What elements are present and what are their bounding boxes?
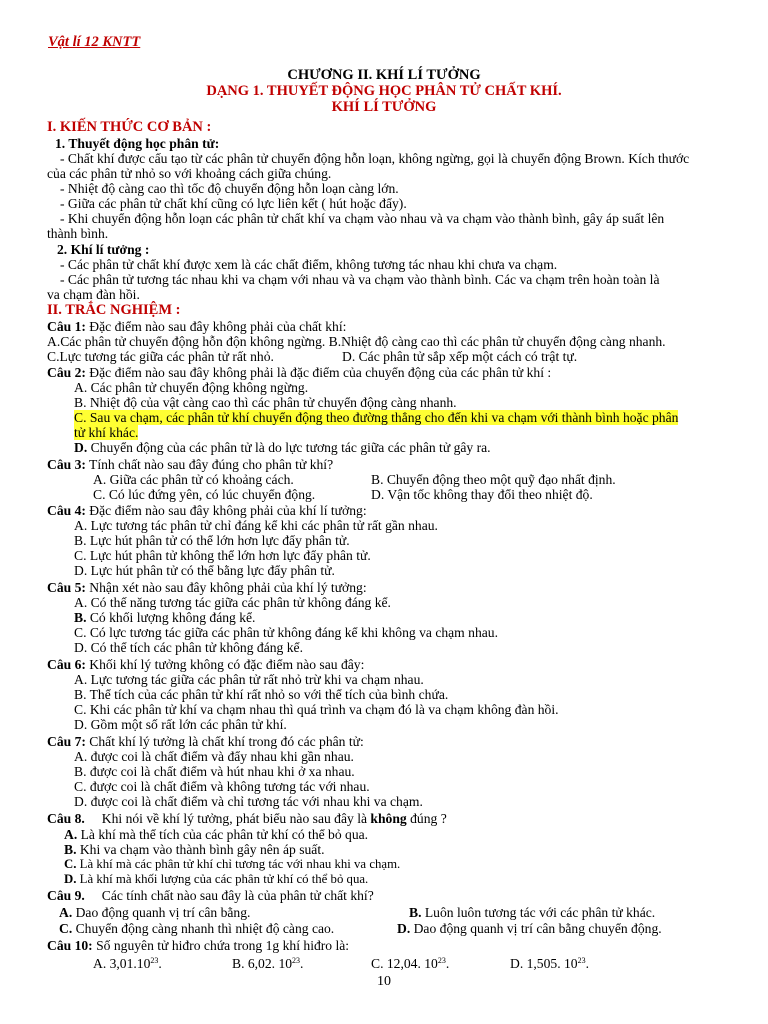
heading-basic-knowledge: I. KIẾN THỨC CƠ BẢN :: [47, 119, 212, 135]
question-10: Câu 10: Số nguyên tử hiđro chứa trong 1g khí hiđro là:: [47, 938, 350, 953]
kinetic-line-3: - Nhiệt độ càng cao thì tốc độ chuyển động hỗn loạn càng lớn.: [60, 181, 399, 196]
question-6-option-a: A. Lực tương tác giữa các phân tử rất nhỏ trừ khi va chạm nhau.: [74, 672, 424, 687]
question-8: Câu 8. Khi nói về khí lý tưởng, phát biểu nào sau đây là không đúng ?: [47, 811, 447, 826]
question-8-option-d: D. Là khí mà khối lượng của các phân tử khí có thể bỏ qua.: [64, 872, 369, 886]
question-2-option-c-line2: tử khí khác.: [74, 425, 139, 440]
ideal-gas-line-3: va chạm đàn hồi.: [47, 287, 140, 302]
question-4-option-c: C. Lực hút phân tử không thể lớn hơn lực đẩy phân tử.: [74, 548, 371, 563]
chapter-title: CHƯƠNG II. KHÍ LÍ TƯỞNG: [287, 67, 481, 83]
question-5-option-b: B. Có khối lượng không đáng kể.: [74, 610, 256, 625]
question-10-option-b: B. 6,02. $10^{23}$.: [232, 956, 304, 971]
question-3: Câu 3: Tính chất nào sau đây đúng cho phân tử khí?: [47, 457, 334, 472]
question-9-option-c: C. Chuyển động càng nhanh thì nhiệt độ càng cao.: [59, 921, 335, 936]
page-header: Vật lí 12 KNTT: [48, 34, 141, 50]
question-1-options-ab: A.Các phân tử chuyển động hỗn độn không ngừng. B.Nhiệt độ càng cao thì các phân tử chuyển động càng nhanh.: [47, 334, 666, 349]
question-10-option-c: C. 12,04. $10^{23}$.: [371, 956, 450, 971]
question-1-option-d: D. Các phân tử sắp xếp một cách có trật tự.: [342, 349, 578, 364]
section-title-line2: KHÍ LÍ TƯỞNG: [331, 99, 437, 115]
question-6-option-b: B. Thể tích của các phân tử khí rất nhỏ so với thể tích của bình chứa.: [74, 687, 449, 702]
question-5-option-a: A. Có thế năng tương tác giữa các phân tử không đáng kể.: [74, 595, 391, 610]
question-3-option-a: A. Giữa các phân tử có khoảng cách.: [93, 472, 294, 487]
question-6-option-c: C. Khi các phân tử khí va chạm nhau thì quá trình va chạm đó là va chạm không đàn hồi.: [74, 702, 559, 717]
kinetic-line-1: - Chất khí được cấu tạo từ các phân tử chuyển động hỗn loạn, không ngừng, gọi là chuyển động Brown. Kích thước: [60, 151, 690, 166]
question-4: Câu 4: Đặc điểm nào sau đây không phải của khí lí tưởng:: [47, 503, 367, 518]
heading-ideal-gas: 2. Khí lí tưởng :: [57, 242, 150, 257]
question-7-option-a: A. được coi là chất điểm và đẩy nhau khi gần nhau.: [74, 749, 354, 764]
question-8-option-c: C. Là khí mà các phân tử khí chỉ tương tác với nhau khi va chạm.: [64, 857, 401, 871]
question-3-option-d: D. Vận tốc không thay đổi theo nhiệt độ.: [371, 487, 593, 502]
kinetic-line-4: - Giữa các phân tử chất khí cũng có lực liên kết ( hút hoặc đẩy).: [60, 196, 407, 211]
question-1-option-c: C.Lực tương tác giữa các phân tử rất nhỏ.: [47, 349, 274, 364]
question-5-option-c: C. Có lực tương tác giữa các phân tử không đáng kể khi không va chạm nhau.: [74, 625, 498, 640]
question-8-option-b: B. Khi va chạm vào thành bình gây nên áp suất.: [64, 842, 325, 857]
question-4-option-d: D. Lực hút phân tử có thể bằng lực đẩy phân tử.: [74, 563, 335, 578]
kinetic-line-2: của các phân tử nhỏ so với khoảng cách giữa chúng.: [47, 166, 332, 181]
question-2-option-c-line1: C. Sau va chạm, các phân tử khí chuyển động theo đường thẳng cho đến khi va chạm với thành bình hoặc phân: [74, 410, 679, 425]
kinetic-line-6: thành bình.: [47, 226, 109, 241]
question-2-option-d: D. Chuyển động của các phân tử là do lực tương tác giữa các phân tử gây ra.: [74, 440, 491, 455]
question-9-option-d: D. Dao động quanh vị trí cân bằng chuyển động.: [397, 921, 662, 936]
question-2-option-b: B. Nhiệt độ của vật càng cao thì các phân tử chuyển động càng nhanh.: [74, 395, 457, 410]
question-9: Câu 9. Các tính chất nào sau đây là của phân tử chất khí?: [47, 888, 374, 903]
question-9-option-b: B. Luôn luôn tương tác với các phân tử khác.: [409, 905, 656, 920]
question-2-option-a: A. Các phân tử chuyển động không ngừng.: [74, 380, 309, 395]
question-5-option-d: D. Có thể tích các phân tử không đáng kể.: [74, 640, 303, 655]
question-1: Câu 1: Đặc điểm nào sau đây không phải của chất khí:: [47, 319, 347, 334]
question-10-option-a: A. 3,01.10$^{23}$.: [93, 956, 162, 971]
ideal-gas-line-2: - Các phân tử tương tác nhau khi va chạm với nhau và va chạm vào thành bình. Các va chạm trên hoàn toàn là: [60, 272, 660, 287]
question-6-option-d: D. Gồm một số rất lớn các phân tử khí.: [74, 717, 287, 732]
question-7-option-b: B. được coi là chất điểm và hút nhau khi ở xa nhau.: [74, 764, 355, 779]
question-5: Câu 5: Nhận xét nào sau đây không phải của khí lý tưởng:: [47, 580, 367, 595]
heading-kinetic-theory: 1. Thuyết động học phân tử:: [55, 136, 220, 151]
question-6: Câu 6: Khối khí lý tưởng không có đặc điểm nào sau đây:: [47, 657, 365, 672]
question-7: Câu 7: Chất khí lý tưởng là chất khí trong đó các phân tử:: [47, 734, 364, 749]
question-4-option-a: A. Lực tương tác phân tử chỉ đáng kể khi các phân tử rất gần nhau.: [74, 518, 438, 533]
ideal-gas-line-1: - Các phân tử chất khí được xem là các chất điểm, không tương tác nhau khi chưa va chạm.: [60, 257, 558, 272]
section-title-line1: DẠNG 1. THUYẾT ĐỘNG HỌC PHÂN TỬ CHẤT KHÍ.: [206, 83, 562, 99]
question-8-option-a: A. Là khí mà thể tích của các phân tử khí có thể bỏ qua.: [64, 827, 369, 842]
question-10-option-d: D. 1,505. $10^{23}$.: [510, 956, 589, 971]
question-3-option-c: C. Có lúc đứng yên, có lúc chuyển động.: [93, 487, 316, 502]
heading-multiple-choice: II. TRẮC NGHIỆM :: [47, 302, 181, 318]
question-4-option-b: B. Lực hút phân tử có thể lớn hơn lực đẩy phân tử.: [74, 533, 350, 548]
kinetic-line-5: - Khi chuyển động hỗn loạn các phân tử chất khí va chạm vào nhau và va chạm vào thành bình, gây áp suất lên: [60, 211, 665, 226]
page-number: 10: [377, 974, 391, 989]
question-7-option-c: C. được coi là chất điểm và không tương tác với nhau.: [74, 779, 370, 794]
question-2: Câu 2: Đặc điểm nào sau đây không phải là đặc điểm của chuyển động của các phân tử khí :: [47, 365, 552, 380]
question-3-option-b: B. Chuyển động theo một quỹ đạo nhất định.: [371, 472, 616, 487]
question-7-option-d: D. được coi là chất điểm và chỉ tương tác với nhau khi va chạm.: [74, 794, 423, 809]
question-9-option-a: A. Dao động quanh vị trí cân bằng.: [59, 905, 251, 920]
